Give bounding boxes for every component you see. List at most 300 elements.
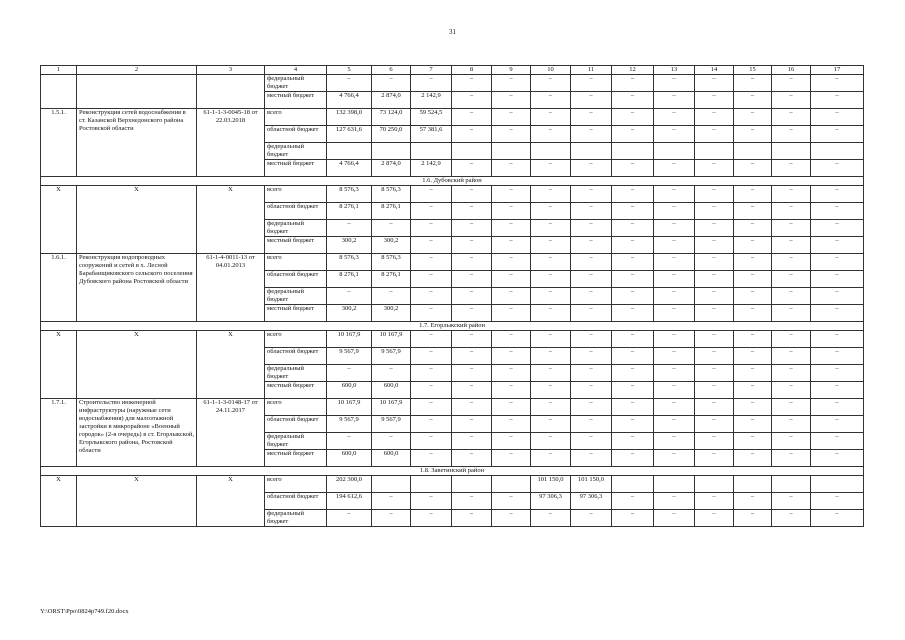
value-cell: – [411, 331, 452, 348]
value-cell: – [654, 160, 695, 177]
value-cell: – [654, 365, 695, 382]
value-cell: – [452, 348, 492, 365]
budget-source: областной бюджет [265, 348, 327, 365]
value-cell [772, 143, 811, 160]
table-row [41, 109, 864, 126]
value-cell: – [452, 203, 492, 220]
value-cell: – [372, 288, 411, 305]
value-cell: – [492, 109, 531, 126]
header-cell: 4 [265, 66, 327, 75]
value-cell: – [695, 92, 734, 109]
value-cell: 8 576,3 [372, 254, 411, 271]
value-cell: – [452, 450, 492, 467]
header-cell: 5 [327, 66, 372, 75]
value-cell: 132 398,0 [327, 109, 372, 126]
value-cell: – [654, 450, 695, 467]
value-cell: – [571, 75, 612, 92]
value-cell: 97 306,3 [531, 493, 571, 510]
value-cell: – [492, 348, 531, 365]
value-cell: – [531, 271, 571, 288]
value-cell: – [531, 365, 571, 382]
value-cell: – [372, 493, 411, 510]
value-cell: – [612, 493, 654, 510]
budget-source: областной бюджет [265, 203, 327, 220]
value-cell: – [411, 416, 452, 433]
budget-source: областной бюджет [265, 126, 327, 143]
value-cell: – [372, 365, 411, 382]
value-cell: – [492, 237, 531, 254]
value-cell: – [654, 399, 695, 416]
value-cell [811, 143, 864, 160]
value-cell [734, 143, 772, 160]
value-cell: – [811, 75, 864, 92]
value-cell: – [695, 348, 734, 365]
value-cell: 101 150,0 [531, 476, 571, 493]
value-cell: – [772, 450, 811, 467]
value-cell: – [492, 160, 531, 177]
value-cell: – [654, 75, 695, 92]
value-cell: – [452, 433, 492, 450]
value-cell: – [571, 305, 612, 322]
value-cell: – [452, 109, 492, 126]
value-cell [612, 476, 654, 493]
value-cell: – [531, 160, 571, 177]
budget-source: федеральный бюджет [265, 143, 327, 160]
value-cell: 300,2 [327, 305, 372, 322]
value-cell [531, 143, 571, 160]
value-cell: – [452, 75, 492, 92]
value-cell: – [654, 109, 695, 126]
value-cell: – [612, 203, 654, 220]
value-cell: – [452, 160, 492, 177]
project-doc: 61-1-1-3-0148-17 от 24.11.2017 [197, 399, 265, 467]
header-cell: 14 [695, 66, 734, 75]
item-number: 1.7.1. [41, 399, 77, 467]
value-cell: – [654, 493, 695, 510]
value-cell: – [811, 237, 864, 254]
item-name: Х [77, 186, 197, 254]
value-cell: – [772, 433, 811, 450]
page-number: 31 [449, 28, 456, 36]
value-cell [654, 143, 695, 160]
item-name: Реконструкция сетей водоснабжения в ст. Казанской Верхнедонского района Ростовской области [77, 109, 197, 177]
value-cell: – [734, 109, 772, 126]
value-cell: – [571, 186, 612, 203]
value-cell: – [327, 365, 372, 382]
value-cell: – [811, 126, 864, 143]
value-cell [612, 143, 654, 160]
value-cell: 2 142,9 [411, 92, 452, 109]
header-cell: 9 [492, 66, 531, 75]
value-cell: – [411, 271, 452, 288]
value-cell: 600,0 [372, 450, 411, 467]
value-cell: – [452, 510, 492, 527]
value-cell: – [571, 160, 612, 177]
value-cell: – [811, 331, 864, 348]
value-cell: – [811, 271, 864, 288]
value-cell: 8 576,3 [372, 186, 411, 203]
value-cell: – [411, 493, 452, 510]
section-row [41, 322, 864, 331]
value-cell: – [571, 237, 612, 254]
value-cell: – [612, 510, 654, 527]
value-cell: – [492, 75, 531, 92]
value-cell: – [452, 271, 492, 288]
value-cell: 9 567,9 [327, 416, 372, 433]
value-cell: – [654, 92, 695, 109]
value-cell: – [734, 271, 772, 288]
value-cell: 127 631,6 [327, 126, 372, 143]
value-cell: – [612, 186, 654, 203]
table-body [41, 66, 864, 527]
value-cell [452, 476, 492, 493]
value-cell: – [654, 186, 695, 203]
value-cell: – [492, 399, 531, 416]
value-cell: – [734, 450, 772, 467]
value-cell [695, 143, 734, 160]
value-cell: – [452, 126, 492, 143]
budget-source: федеральный бюджет [265, 288, 327, 305]
value-cell: – [734, 365, 772, 382]
value-cell: – [695, 126, 734, 143]
value-cell: – [492, 203, 531, 220]
value-cell: – [411, 365, 452, 382]
value-cell: 600,0 [327, 382, 372, 399]
value-cell: – [811, 220, 864, 237]
project-doc: 61-1-1-3-0045-18 от 22.03.2018 [197, 109, 265, 177]
value-cell: – [695, 186, 734, 203]
value-cell: – [531, 203, 571, 220]
value-cell: – [612, 331, 654, 348]
value-cell: – [695, 203, 734, 220]
value-cell: 10 167,9 [327, 399, 372, 416]
value-cell: – [772, 365, 811, 382]
value-cell: 194 612,6 [327, 493, 372, 510]
value-cell: – [654, 305, 695, 322]
value-cell: – [695, 399, 734, 416]
budget-source: федеральный бюджет [265, 75, 327, 92]
value-cell: – [411, 254, 452, 271]
value-cell: – [695, 288, 734, 305]
value-cell: – [411, 220, 452, 237]
value-cell: – [612, 382, 654, 399]
value-cell: – [612, 126, 654, 143]
value-cell: – [734, 331, 772, 348]
value-cell: – [772, 271, 811, 288]
value-cell: – [571, 92, 612, 109]
value-cell: – [695, 254, 734, 271]
value-cell: 4 766,4 [327, 92, 372, 109]
value-cell: – [695, 450, 734, 467]
value-cell: – [411, 237, 452, 254]
value-cell: – [612, 433, 654, 450]
value-cell: – [772, 160, 811, 177]
value-cell: – [612, 160, 654, 177]
value-cell: – [654, 288, 695, 305]
value-cell: – [411, 510, 452, 527]
value-cell: – [492, 493, 531, 510]
value-cell: 57 381,6 [411, 126, 452, 143]
value-cell: – [452, 92, 492, 109]
value-cell: – [811, 382, 864, 399]
value-cell: – [811, 450, 864, 467]
value-cell: 8 276,1 [372, 203, 411, 220]
value-cell: – [531, 237, 571, 254]
value-cell: 73 124,0 [372, 109, 411, 126]
value-cell: – [492, 92, 531, 109]
value-cell: 8 576,3 [327, 186, 372, 203]
value-cell: – [531, 92, 571, 109]
value-cell: – [571, 382, 612, 399]
value-cell: 9 567,9 [372, 416, 411, 433]
value-cell: – [654, 126, 695, 143]
value-cell: – [695, 160, 734, 177]
header-cell: 7 [411, 66, 452, 75]
value-cell: – [492, 331, 531, 348]
budget-source: местный бюджет [265, 382, 327, 399]
value-cell: – [654, 510, 695, 527]
header-cell: 2 [77, 66, 197, 75]
value-cell: – [531, 186, 571, 203]
section-title: 1.6. Дубовский район [41, 177, 864, 186]
value-cell: – [571, 399, 612, 416]
value-cell: – [411, 399, 452, 416]
value-cell: – [695, 109, 734, 126]
budget-source: областной бюджет [265, 493, 327, 510]
value-cell [327, 143, 372, 160]
value-cell: – [772, 399, 811, 416]
value-cell: – [372, 433, 411, 450]
value-cell: 4 766,4 [327, 160, 372, 177]
budget-source: местный бюджет [265, 160, 327, 177]
value-cell: – [734, 433, 772, 450]
value-cell: – [612, 365, 654, 382]
value-cell: – [734, 416, 772, 433]
value-cell [734, 476, 772, 493]
value-cell: 300,2 [327, 237, 372, 254]
value-cell: – [811, 288, 864, 305]
value-cell: – [411, 433, 452, 450]
value-cell: – [411, 203, 452, 220]
value-cell: – [772, 493, 811, 510]
value-cell: – [612, 271, 654, 288]
header-cell: 13 [654, 66, 695, 75]
value-cell: – [654, 220, 695, 237]
value-cell: – [811, 160, 864, 177]
value-cell: – [734, 348, 772, 365]
value-cell: – [327, 75, 372, 92]
table-row [41, 75, 864, 92]
section-title: 1.7. Егорлыкский район [41, 322, 864, 331]
value-cell: – [372, 220, 411, 237]
value-cell: – [734, 288, 772, 305]
value-cell: – [531, 254, 571, 271]
value-cell: 300,2 [372, 305, 411, 322]
value-cell: – [695, 331, 734, 348]
value-cell: 97 306,3 [571, 493, 612, 510]
value-cell: – [772, 305, 811, 322]
budget-source: федеральный бюджет [265, 220, 327, 237]
value-cell: – [452, 493, 492, 510]
value-cell: – [571, 450, 612, 467]
value-cell: – [695, 433, 734, 450]
item-number: Х [41, 331, 77, 399]
value-cell: – [811, 109, 864, 126]
budget-source: федеральный бюджет [265, 365, 327, 382]
budget-source: всего [265, 476, 327, 493]
header-cell: 3 [197, 66, 265, 75]
value-cell: – [372, 510, 411, 527]
value-cell: – [492, 382, 531, 399]
value-cell: – [734, 92, 772, 109]
budget-source: федеральный бюджет [265, 510, 327, 527]
value-cell: – [531, 450, 571, 467]
value-cell: – [492, 186, 531, 203]
value-cell: – [612, 109, 654, 126]
value-cell: – [811, 510, 864, 527]
value-cell: – [695, 493, 734, 510]
section-row [41, 467, 864, 476]
value-cell: 10 167,9 [372, 331, 411, 348]
item-number [41, 75, 77, 109]
value-cell [411, 476, 452, 493]
item-name: Х [77, 476, 197, 527]
value-cell: – [492, 305, 531, 322]
value-cell: – [571, 510, 612, 527]
header-cell: 15 [734, 66, 772, 75]
value-cell: – [734, 237, 772, 254]
value-cell: – [411, 186, 452, 203]
value-cell: – [772, 109, 811, 126]
table-row [41, 331, 864, 348]
budget-source: местный бюджет [265, 237, 327, 254]
value-cell: – [327, 433, 372, 450]
value-cell: – [734, 305, 772, 322]
value-cell: – [327, 288, 372, 305]
value-cell: – [492, 126, 531, 143]
value-cell [811, 476, 864, 493]
item-name: Строительство инженерной инфраструктуры (наружные сети водоснабжения) для малоэтажной застройки в микрорайоне «Военный городок» (2-я очередь) в ст. Егорлыкской, Егорлыкского района, Ростовской области [77, 399, 197, 467]
value-cell: 9 567,9 [327, 348, 372, 365]
value-cell: – [772, 348, 811, 365]
value-cell: – [327, 220, 372, 237]
value-cell: – [612, 220, 654, 237]
value-cell: – [612, 399, 654, 416]
header-cell: 12 [612, 66, 654, 75]
value-cell: – [411, 75, 452, 92]
value-cell: – [531, 510, 571, 527]
value-cell [492, 143, 531, 160]
value-cell [452, 143, 492, 160]
value-cell: – [531, 399, 571, 416]
value-cell: – [612, 237, 654, 254]
budget-source: местный бюджет [265, 450, 327, 467]
value-cell: – [411, 305, 452, 322]
value-cell: – [772, 237, 811, 254]
value-cell [654, 476, 695, 493]
value-cell: – [772, 288, 811, 305]
item-number: 1.5.1. [41, 109, 77, 177]
value-cell: – [492, 254, 531, 271]
value-cell: – [492, 288, 531, 305]
budget-source: областной бюджет [265, 416, 327, 433]
value-cell: – [734, 220, 772, 237]
value-cell: – [531, 109, 571, 126]
value-cell: – [452, 237, 492, 254]
header-cell: 11 [571, 66, 612, 75]
value-cell: – [571, 126, 612, 143]
value-cell: 10 167,9 [372, 399, 411, 416]
value-cell: – [492, 450, 531, 467]
value-cell: – [531, 288, 571, 305]
value-cell: 2 874,0 [372, 92, 411, 109]
value-cell: – [452, 254, 492, 271]
item-name: Х [77, 331, 197, 399]
value-cell: – [811, 493, 864, 510]
value-cell: – [571, 416, 612, 433]
value-cell: – [411, 450, 452, 467]
budget-source: всего [265, 109, 327, 126]
budget-source: местный бюджет [265, 92, 327, 109]
value-cell: – [452, 416, 492, 433]
budget-source: всего [265, 331, 327, 348]
value-cell: 101 150,0 [571, 476, 612, 493]
section-title: 1.8. Заветинский район [41, 467, 864, 476]
value-cell: – [772, 254, 811, 271]
value-cell: – [452, 399, 492, 416]
value-cell: – [695, 220, 734, 237]
value-cell: – [612, 305, 654, 322]
value-cell: – [811, 365, 864, 382]
value-cell [372, 476, 411, 493]
value-cell: – [772, 186, 811, 203]
value-cell: 2 874,0 [372, 160, 411, 177]
value-cell [571, 143, 612, 160]
value-cell: – [734, 510, 772, 527]
value-cell: – [654, 433, 695, 450]
value-cell [372, 143, 411, 160]
value-cell: – [772, 416, 811, 433]
value-cell: – [492, 416, 531, 433]
value-cell: – [411, 348, 452, 365]
value-cell: – [452, 220, 492, 237]
value-cell: – [654, 254, 695, 271]
value-cell: 8 576,3 [327, 254, 372, 271]
value-cell: 59 524,5 [411, 109, 452, 126]
value-cell [492, 476, 531, 493]
value-cell: – [571, 220, 612, 237]
value-cell: – [571, 288, 612, 305]
value-cell: – [452, 288, 492, 305]
value-cell: 202 300,0 [327, 476, 372, 493]
value-cell: – [612, 288, 654, 305]
header-cell: 8 [452, 66, 492, 75]
value-cell: – [695, 365, 734, 382]
value-cell: – [695, 382, 734, 399]
value-cell: 300,2 [372, 237, 411, 254]
value-cell: – [772, 331, 811, 348]
project-doc [197, 75, 265, 109]
value-cell: – [571, 271, 612, 288]
value-cell: – [772, 126, 811, 143]
header-row [41, 66, 864, 75]
value-cell: – [612, 416, 654, 433]
file-path-footer: Y:\ORST\Ppo\0824p749.f20.docx [40, 608, 129, 615]
budget-source: всего [265, 254, 327, 271]
value-cell: – [492, 365, 531, 382]
value-cell: – [452, 186, 492, 203]
value-cell: – [695, 271, 734, 288]
